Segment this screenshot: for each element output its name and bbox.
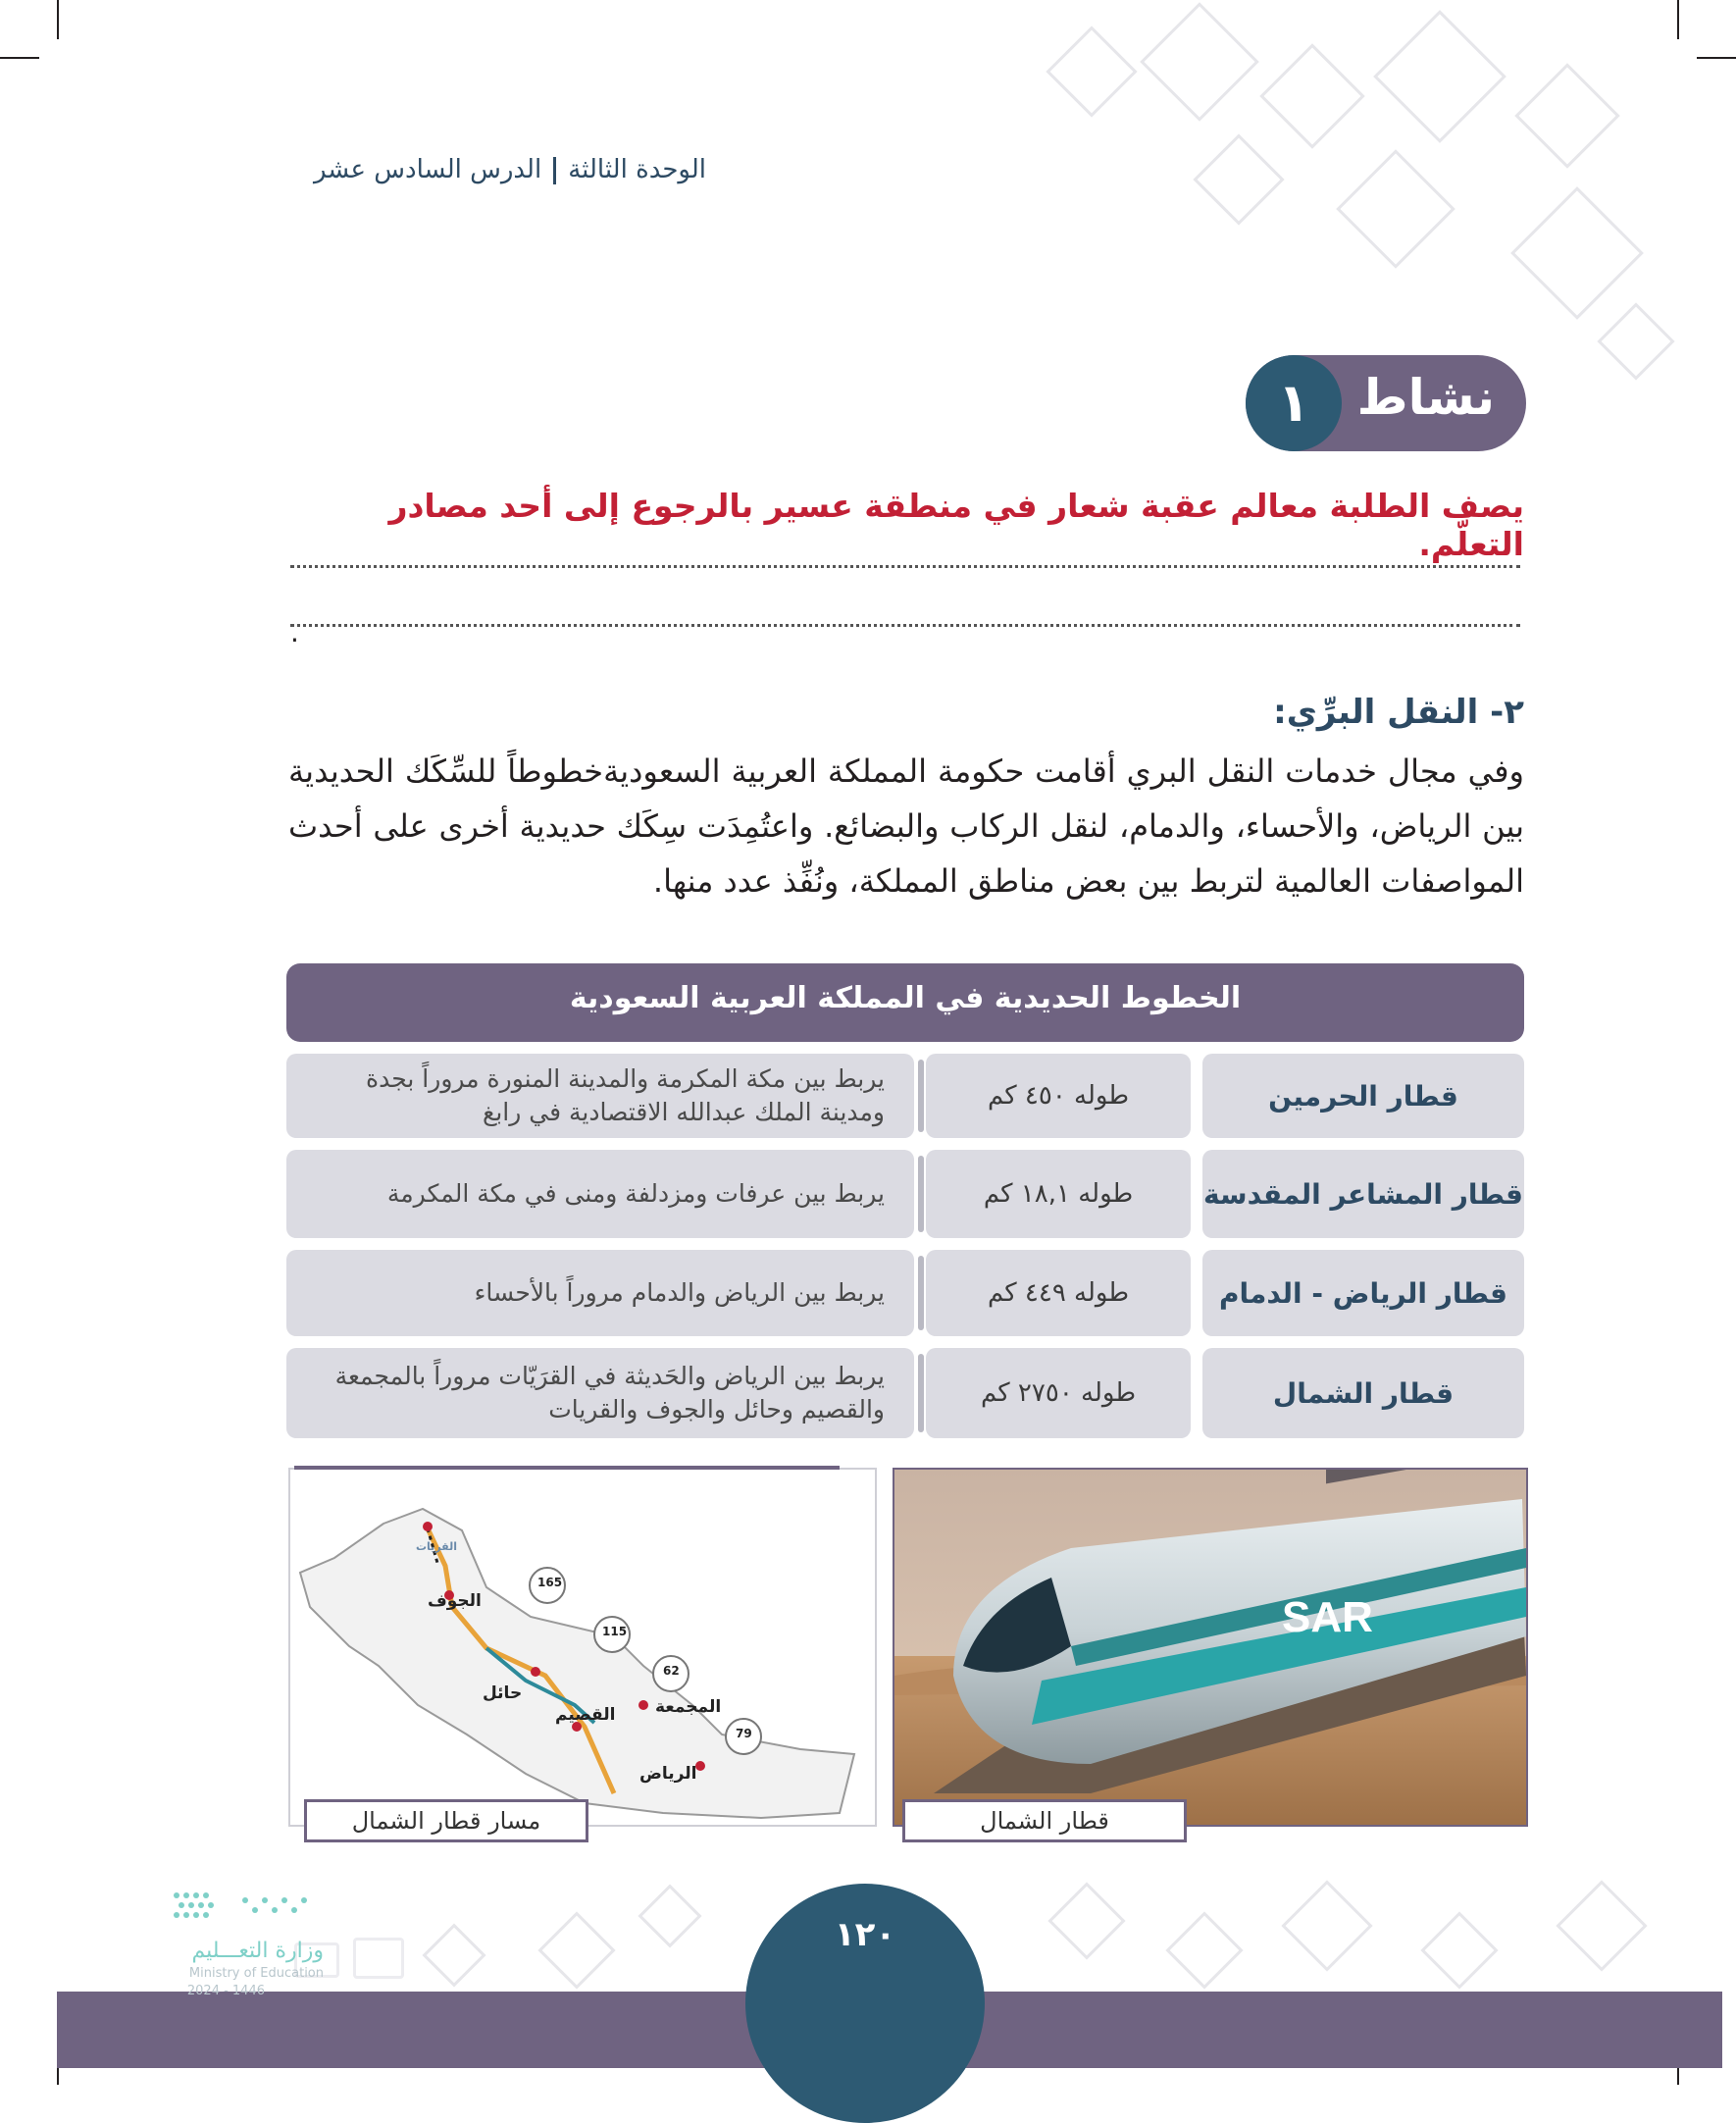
activity-question: يصف الطلبة معالم عقبة شعار في منطقة عسير بالرجوع إلى أحد مصادر التعلّم. (388, 487, 1524, 563)
duration-label: 115 (602, 1625, 628, 1638)
train-name: قطار الرياض - الدمام (1202, 1250, 1524, 1336)
answer-line[interactable] (290, 565, 1520, 568)
train-logo: SAR (1282, 1593, 1373, 1641)
answer-line[interactable] (290, 624, 1520, 627)
country-outline (300, 1509, 854, 1818)
table-row (286, 1348, 1524, 1438)
train-length: طوله ١٨,١ كم (926, 1150, 1191, 1238)
train-description: يربط بين الرياض والحَديثة في القرَيّات مروراً بالمجمعة والقصيم وحائل والجوف والقريات (286, 1348, 914, 1438)
edition-year: 2024 - 1446 (186, 1984, 265, 1998)
table-row (286, 1054, 1524, 1138)
city-marker (531, 1667, 540, 1677)
section-paragraph: وفي مجال خدمات النقل البري أقامت حكومة المملكة العربية السعوديةخطوطاً للسِّكَك الحديدية بين الرياض، والأحساء، والدمام، لنقل الركاب والبضائع. واعتُمِدَت سِكَك حديدية أخرى على أحدث المواصفات العالمية لتربط بين بعض مناطق المملكة، ونُفِّذ عدد منها. (288, 752, 1524, 900)
frame-accent (294, 1466, 840, 1470)
train-length: طوله ٤٥٠ كم (926, 1054, 1191, 1138)
ministry-name-en: Ministry of Education (188, 1966, 324, 1981)
photo-caption: قطار الشمال (902, 1799, 1187, 1842)
running-header (314, 155, 706, 184)
city-marker (423, 1522, 433, 1531)
ministry-name-ar: وزارة التعـــليم (191, 1939, 324, 1963)
header-divider (553, 157, 556, 184)
train-name: قطار الحرمين (1202, 1054, 1524, 1138)
ministry-logo-icon (167, 1886, 324, 1935)
duration-label: 62 (663, 1664, 680, 1678)
map-city-label: القريات (416, 1540, 457, 1553)
activity-number: ١ (1246, 355, 1342, 451)
answer-line-end: . (290, 616, 299, 648)
map-city-label: حائل (483, 1683, 523, 1703)
map-city-label: القصيم (555, 1705, 616, 1725)
table-row (286, 1150, 1524, 1238)
page-number: ١٢٠ (834, 1915, 896, 1954)
train-length: طوله ٤٤٩ كم (926, 1250, 1191, 1336)
train-photo (893, 1468, 1528, 1827)
map-caption: مسار قطار الشمال (304, 1799, 588, 1842)
crop-mark (1697, 57, 1736, 59)
table-row (286, 1250, 1524, 1336)
map-city-label: الجوف (428, 1591, 482, 1611)
crop-mark (57, 2065, 59, 2085)
train-illustration (894, 1470, 1526, 1825)
city-marker (638, 1700, 648, 1710)
crop-mark (57, 0, 59, 39)
activity-label: نشاط (1356, 369, 1495, 426)
duration-label: 165 (537, 1576, 563, 1589)
duration-label: 79 (736, 1727, 752, 1740)
saudi-map (290, 1470, 875, 1825)
section-title: ٢- النقل البرِّي: (1273, 693, 1524, 732)
crop-mark (1677, 0, 1679, 39)
lesson-title: الدرس السادس عشر (313, 155, 542, 184)
city-marker (695, 1761, 705, 1771)
train-description: يربط بين الرياض والدمام مروراً بالأحساء (286, 1250, 914, 1336)
table-title: الخطوط الحديدية في المملكة العربية السعودية (286, 963, 1524, 1042)
crop-mark (1677, 2065, 1679, 2085)
map-city-label: الرياض (639, 1764, 697, 1784)
train-description: يربط بين عرفات ومزدلفة ومنى في مكة المكرمة (286, 1150, 914, 1238)
crop-mark (0, 57, 39, 59)
map-figure (288, 1468, 877, 1827)
train-length: طوله ٢٧٥٠ كم (926, 1348, 1191, 1438)
map-city-label: المجمعة (655, 1697, 722, 1717)
train-description: يربط بين مكة المكرمة والمدينة المنورة مروراً بجدة ومدينة الملك عبدالله الاقتصادية في رابغ (286, 1054, 914, 1138)
unit-title: الوحدة الثالثة (568, 155, 706, 184)
train-name: قطار المشاعر المقدسة (1202, 1150, 1524, 1238)
train-name: قطار الشمال (1202, 1348, 1524, 1438)
